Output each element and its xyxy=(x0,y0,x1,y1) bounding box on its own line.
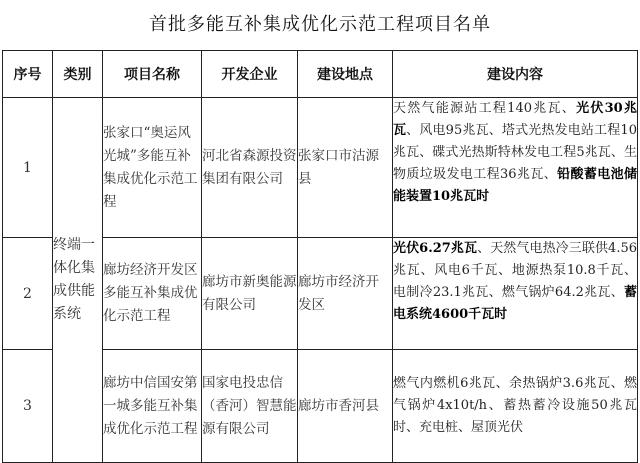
developer-name: 河北省森源投资集团有限公司 xyxy=(202,98,298,238)
content-highlight: 光伏6.27兆瓦 xyxy=(393,241,478,256)
developer-name: 国家电投忠信（香河）智慧能源有限公司 xyxy=(202,350,298,463)
construction-content xyxy=(393,238,638,350)
content-text: 燃气内燃机6兆瓦、余热锅炉3.6兆瓦、燃气锅炉4x10t/h、蓄热蓄冷设施50兆瓦时、充电桩、屋顶光伏 xyxy=(393,376,637,435)
project-name: 廊坊中信国安第一城多能互补集成优化示范工程 xyxy=(103,350,202,463)
construction-content xyxy=(393,350,638,463)
header-category: 类别 xyxy=(53,51,103,98)
table-row xyxy=(3,98,638,238)
header-content: 建设内容 xyxy=(393,51,638,98)
location-name: 廊坊市香河县 xyxy=(298,350,393,463)
header-project: 项目名称 xyxy=(103,51,202,98)
row-index: 2 xyxy=(3,238,53,350)
developer-name: 廊坊市新奥能源有限公司 xyxy=(202,238,298,350)
project-table xyxy=(2,50,638,463)
header-index: 序号 xyxy=(3,51,53,98)
document-title: 首批多能互补集成优化示范工程项目名单 xyxy=(149,14,491,35)
location-name: 廊坊市经济开发区 xyxy=(298,238,393,350)
content-text: 、天然气电热冷三联供4.56兆瓦、风电6千瓦、地源热泵10.8千瓦、电制冷23.1兆瓦、燃气锅炉64.2兆瓦、 xyxy=(393,241,637,300)
content-highlight: 蓄电系统4600千瓦时 xyxy=(393,285,637,322)
content-highlight: 铅酸蓄电池储能装置10兆瓦时 xyxy=(393,167,637,204)
construction-content xyxy=(393,98,638,238)
table-header-row xyxy=(3,51,638,98)
header-location: 建设地点 xyxy=(298,51,393,98)
content-text: 、风电95兆瓦、塔式光热发电站工程10兆瓦、碟式光热斯特林发电工程5兆瓦、生物质垃圾发电工程36兆瓦、 xyxy=(393,123,637,182)
project-name: 张家口“奥运风光城”多能互补集成优化示范工程 xyxy=(103,98,202,238)
row-index: 3 xyxy=(3,350,53,463)
project-name: 廊坊经济开发区多能互补集成优化示范工程 xyxy=(103,238,202,350)
header-developer: 开发企业 xyxy=(202,51,298,98)
content-highlight: 光伏30兆瓦 xyxy=(393,101,637,138)
category-cell: 终端一体化集成供能系统 xyxy=(53,98,103,463)
location-name: 张家口市沽源县 xyxy=(298,98,393,238)
content-text: 天然气能源站工程140兆瓦、 xyxy=(393,101,577,116)
row-index: 1 xyxy=(3,98,53,238)
